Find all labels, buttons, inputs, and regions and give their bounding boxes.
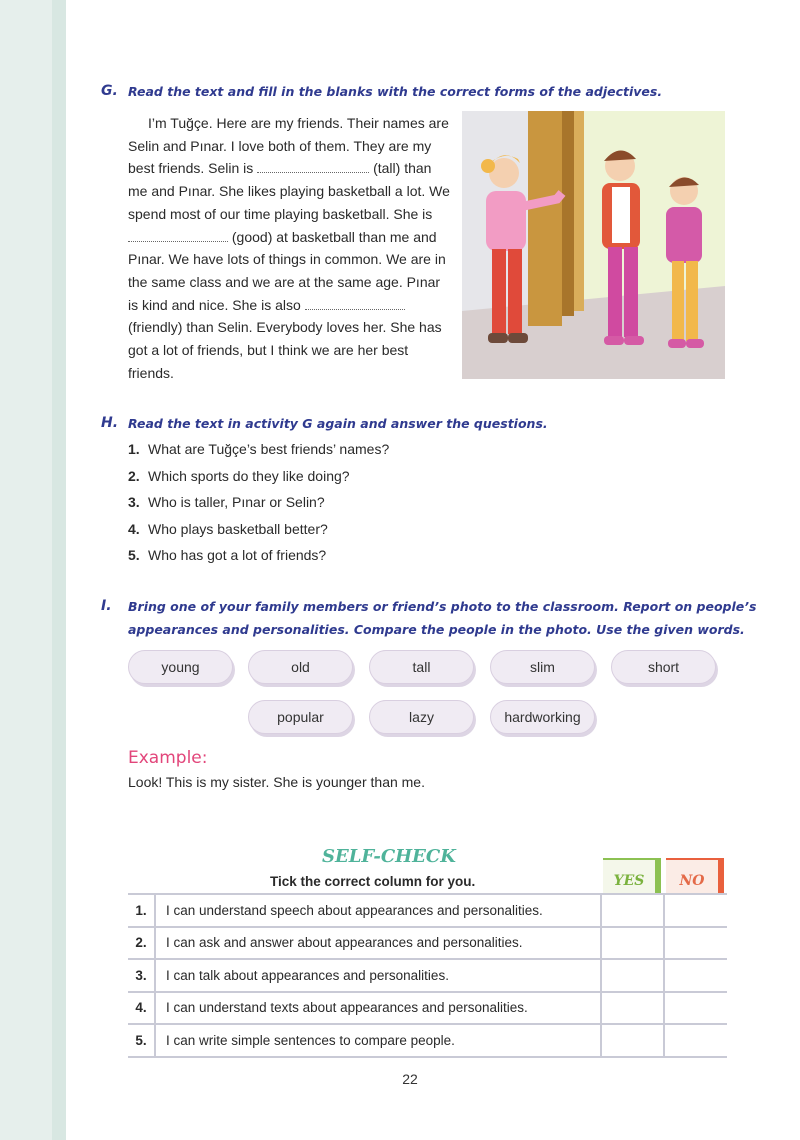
passage-text-3: at basketball than me and Pınar. We have lots of things in common. We are in the same class and we are at the same age. Pınar is kind and nice. She is also (128, 228, 446, 313)
no-column-header: NO (666, 858, 724, 894)
self-check-title: SELF-CHECK (322, 846, 456, 867)
row-statement: I can understand texts about appearances and personalities. (155, 992, 601, 1025)
self-check-row (128, 927, 727, 960)
self-check-row (128, 959, 727, 992)
passage-text-2: than me and Pınar. She likes playing basketball a lot. We spend most of our time playing basketball. She is (128, 160, 450, 222)
section-i-instruction-line2: appearances and personalities. Compare the people in the photo. Use the given words. (128, 622, 745, 637)
reading-passage (128, 112, 453, 384)
no-cell[interactable] (664, 1024, 727, 1057)
row-number: 4. (128, 992, 155, 1025)
section-g-letter: G. (101, 83, 118, 99)
example-text: Look! This is my sister. She is younger than me. (128, 774, 425, 790)
question-list (128, 436, 389, 569)
question-text: Who is taller, Pınar or Selin? (148, 494, 325, 510)
row-statement: I can ask and answer about appearances and personalities. (155, 927, 601, 960)
question-number: 4. (128, 520, 140, 537)
question-item (128, 542, 389, 569)
friends-illustration (462, 111, 725, 379)
blank-2[interactable] (128, 230, 228, 242)
row-statement: I can write simple sentences to compare people. (155, 1024, 601, 1057)
yes-cell[interactable] (601, 1024, 664, 1057)
section-g-instruction: Read the text and fill in the blanks with the correct forms of the adjectives. (128, 84, 663, 99)
word-chip-popular: popular (248, 700, 353, 734)
question-number: 2. (128, 467, 140, 484)
no-cell[interactable] (664, 992, 727, 1025)
self-check-subtitle: Tick the correct column for you. (270, 874, 476, 889)
blank-1-hint: (tall) (373, 160, 401, 177)
self-check-row (128, 894, 727, 927)
passage-text-1: I’m Tuğçe. Here are my friends. Their names are Selin and Pınar. I love both of them. They are my best friends. Selin is (128, 115, 449, 177)
passage-text-4: than Selin. Everybody loves her. She has got a lot of friends, but I think we are her best friends. (128, 319, 442, 381)
yes-cell[interactable] (601, 992, 664, 1025)
section-h-letter: H. (101, 415, 119, 431)
row-number: 2. (128, 927, 155, 960)
blank-2-hint: (good) (231, 228, 273, 245)
row-number: 3. (128, 959, 155, 992)
no-cell[interactable] (664, 959, 727, 992)
blank-3[interactable] (305, 298, 405, 310)
question-number: 1. (128, 441, 140, 457)
page-number: 22 (402, 1071, 418, 1087)
no-cell[interactable] (664, 927, 727, 960)
example-label: Example: (128, 748, 208, 768)
question-item (128, 516, 389, 543)
no-cell[interactable] (664, 894, 727, 927)
question-text: Who has got a lot of friends? (148, 547, 327, 563)
question-text: Which sports do they like doing? (148, 467, 350, 484)
yes-cell[interactable] (601, 927, 664, 960)
yes-column-header: YES (603, 858, 661, 894)
word-chip-short: short (611, 650, 716, 684)
row-number: 5. (128, 1024, 155, 1057)
word-chip-lazy: lazy (369, 700, 474, 734)
word-chip-old: old (248, 650, 353, 684)
yes-cell[interactable] (601, 959, 664, 992)
self-check-table (128, 893, 727, 1058)
question-item (128, 489, 389, 516)
self-check-row (128, 992, 727, 1025)
word-chip-slim: slim (490, 650, 595, 684)
blank-1[interactable] (257, 161, 369, 173)
page-margin-strip (0, 0, 66, 1140)
row-number: 1. (128, 894, 155, 927)
question-item (128, 436, 389, 463)
word-chip-tall: tall (369, 650, 474, 684)
word-chip-hardworking: hardworking (490, 700, 595, 734)
row-statement: I can talk about appearances and personalities. (155, 959, 601, 992)
question-text: Who plays basketball better? (148, 520, 328, 537)
row-statement: I can understand speech about appearances and personalities. (155, 894, 601, 927)
self-check-row (128, 1024, 727, 1057)
section-h-instruction: Read the text in activity G again and answer the questions. (128, 416, 548, 431)
section-i-instruction-line1: Bring one of your family members or friend’s photo to the classroom. Report on people’s (128, 599, 757, 614)
question-item (128, 463, 389, 490)
yes-cell[interactable] (601, 894, 664, 927)
blank-3-hint: (friendly) (128, 319, 183, 336)
question-number: 5. (128, 547, 140, 563)
word-chip-young: young (128, 650, 233, 684)
question-number: 3. (128, 494, 140, 510)
section-i-letter: I. (101, 598, 112, 614)
question-text: What are Tuğçe’s best friends’ names? (148, 441, 390, 457)
